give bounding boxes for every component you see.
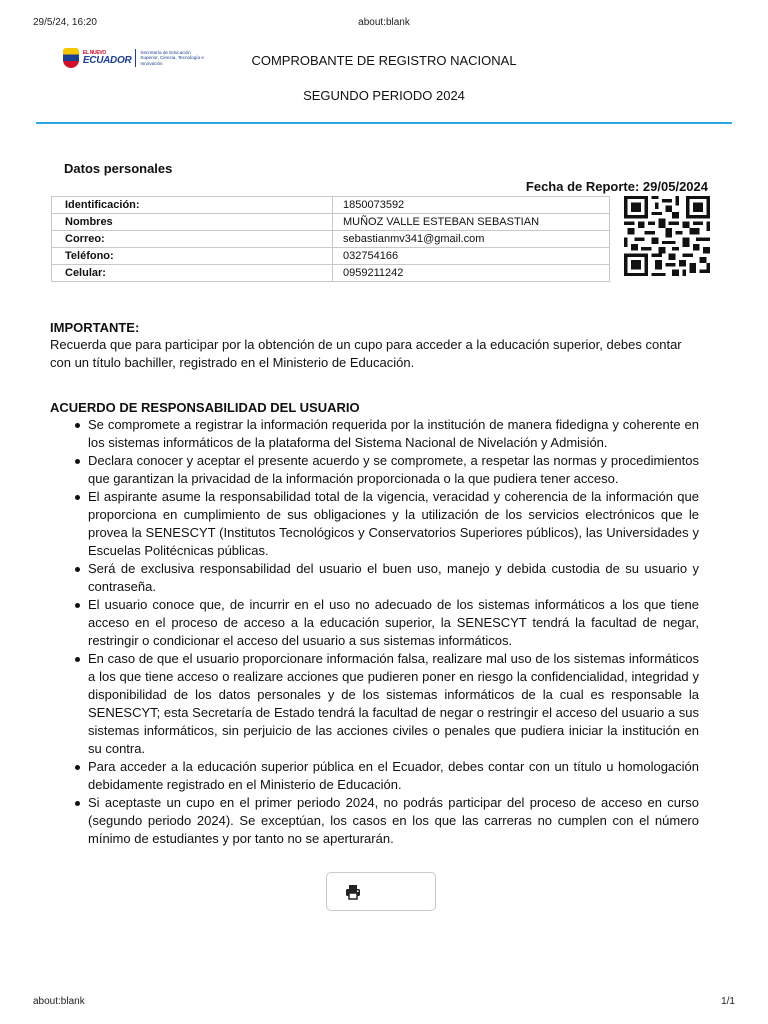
table-row — [52, 197, 610, 214]
table-row — [52, 265, 610, 282]
print-date: 29/5/24, 16:20 — [33, 17, 97, 28]
footer-url: about:blank — [33, 996, 85, 1007]
report-date: Fecha de Reporte: 29/05/2024 — [525, 179, 708, 194]
list-item: Si aceptaste un cupo en el primer periodo 2024, no podrás participar del proceso de acceso en curso (segundo periodo 2024). Se exceptúan, los casos en los que las carreras no cumplen con el número mínimo de estudiantes y por tanto no se aperturarán. — [88, 795, 699, 846]
row-value: 1850073592 — [333, 197, 610, 214]
list-item: Declara conocer y aceptar el presente acuerdo y se compromete, a respetar las normas y procedimientos que garantizan la privacidad de la información proporcionada o la que pudiera tener acceso. — [88, 453, 699, 486]
logo-wordmark: EL NUEVO ECUADOR — [82, 49, 132, 66]
row-value: 032754166 — [333, 248, 610, 265]
qr-code-icon — [624, 196, 710, 276]
printer-icon — [345, 884, 361, 900]
personal-data-table — [51, 196, 610, 282]
list-item: El aspirante asume la responsabilidad total de la vigencia, veracidad y coherencia de la información que proporciona en cumplimiento de sus obligaciones y la utilización de los servicios electrónicos que le provea la SENESCYT (Institutos Tecnológicos y Conservatorios Superiores públicos), las Universidades y Escuelas Politécnicas públicas. — [88, 489, 699, 558]
table-row — [52, 214, 610, 231]
row-value: MUÑOZ VALLE ESTEBAN SEBASTIAN — [333, 214, 610, 231]
page-count: 1/1 — [721, 996, 735, 1007]
logo-ministry: Secretaría de Educación Superior, Ciencia, Tecnología e Innovación — [140, 49, 204, 66]
print-url: about:blank — [358, 17, 410, 28]
header-divider — [36, 122, 732, 124]
personal-data-title: Datos personales — [64, 161, 173, 176]
list-item: En caso de que el usuario proporcionare información falsa, realizare mal uso de los sistemas informáticos a los que tiene acceso o realizare acciones que pudieren poner en riesgo la confidencialidad, integridad y disponibilidad de los datos personales y de los sistemas informáticos de la cual es responsable la SENESCYT; esta Secretaría de Estado tendrá la facultad de negar o restringir el acceso del usuario a sus sistemas informáticos, sin perjuicio de las acciones civiles o penales que pudiera iniciar la institución en su contra. — [88, 651, 699, 756]
agreement-list — [88, 416, 699, 848]
document-subtitle: SEGUNDO PERIODO 2024 — [303, 88, 465, 103]
list-item: El usuario conoce que, de incurrir en el uso no adecuado de los sistemas informáticos a los que tiene acceso en el proceso de acceso a la educación superior, la SENESCYT tendrá la facultad de negar, restringir o condicionar el acceso del usuario a sus sistemas informáticos. — [88, 597, 699, 648]
important-body: Recuerda que para participar por la obtención de un cupo para acceder a la educación superior, debes contar con un título bachiller, registrado en el Ministerio de Educación. — [50, 337, 682, 370]
table-row — [52, 231, 610, 248]
important-title: IMPORTANTE: — [50, 320, 140, 335]
list-item: Se compromete a registrar la información requerida por la institución de manera fidedigna y coherente en los sistemas informáticos de la plataforma del Sistema Nacional de Nivelación y Admisión. — [88, 417, 699, 450]
row-value: sebastianmv341@gmail.com — [333, 231, 610, 248]
row-label: Nombres — [52, 214, 333, 231]
agreement-title: ACUERDO DE RESPONSABILIDAD DEL USUARIO — [50, 400, 360, 415]
document-title: COMPROBANTE DE REGISTRO NACIONAL — [251, 53, 517, 68]
list-item: Será de exclusiva responsabilidad del usuario el buen uso, manejo y debida custodia de su usuario y contraseña. — [88, 561, 699, 594]
print-button[interactable] — [326, 872, 436, 911]
row-label: Teléfono: — [52, 248, 333, 265]
list-item: Para acceder a la educación superior pública en el Ecuador, debes contar con un título u homologación debidamente registrado en el Ministerio de Educación. — [88, 759, 699, 792]
row-label: Celular: — [52, 265, 333, 282]
row-value: 0959211242 — [333, 265, 610, 282]
table-row — [52, 248, 610, 265]
row-label: Identificación: — [52, 197, 333, 214]
row-label: Correo: — [52, 231, 333, 248]
